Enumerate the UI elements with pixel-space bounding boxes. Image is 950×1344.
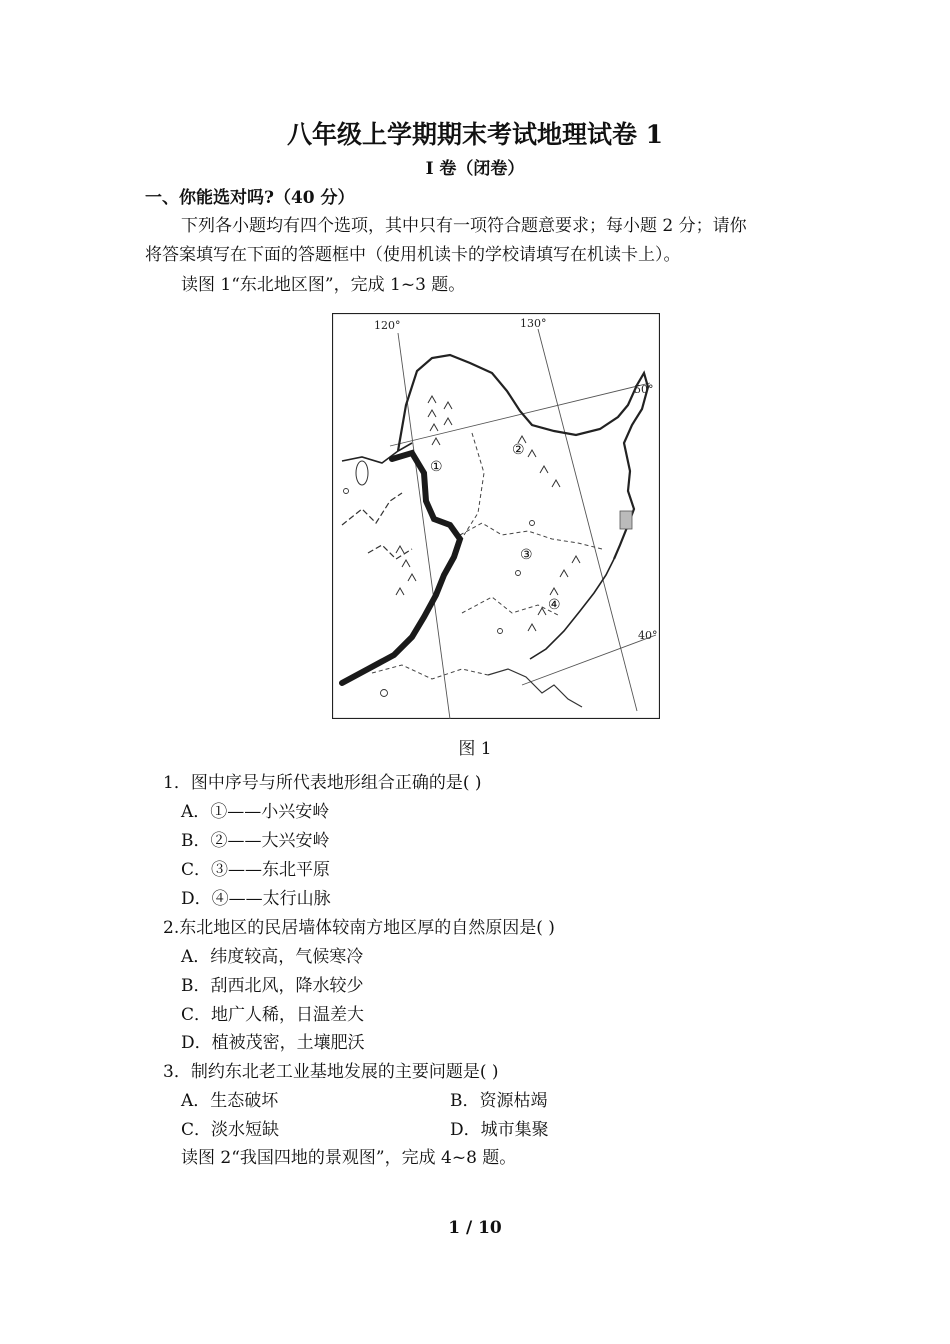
page-number: 1 / 10 bbox=[448, 1218, 502, 1238]
marker-2: ② bbox=[512, 442, 525, 458]
question-3-option-a: A．生态破坏 bbox=[181, 1091, 279, 1111]
question-1-option-b: B．②——大兴安岭 bbox=[181, 831, 330, 851]
question-2-stem: 2.东北地区的民居墙体较南方地区厚的自然原因是( ) bbox=[163, 918, 555, 938]
marker-1: ① bbox=[430, 459, 443, 475]
map-frame bbox=[333, 314, 660, 719]
figure-caption: 图 1 bbox=[458, 739, 492, 759]
map1-instruction: 读图 1“东北地区图”，完成 1~3 题。 bbox=[181, 275, 466, 295]
question-1-option-a: A．①——小兴安岭 bbox=[181, 802, 330, 822]
question-1-stem: 1．图中序号与所代表地形组合正确的是( ) bbox=[163, 773, 482, 793]
question-2-option-b: B．刮西北风，降水较少 bbox=[181, 976, 364, 996]
section-heading: 一、你能选对吗?（40 分） bbox=[145, 188, 355, 208]
northeast-china-map bbox=[332, 313, 660, 719]
lon-130-label: 130° bbox=[520, 317, 547, 330]
question-3-option-c: C．淡水短缺 bbox=[181, 1120, 280, 1140]
question-3-stem: 3．制约东北老工业基地发展的主要问题是( ) bbox=[163, 1062, 499, 1082]
map2-instruction: 读图 2“我国四地的景观图”，完成 4~8 题。 bbox=[181, 1148, 517, 1168]
lon-120-label: 120° bbox=[374, 319, 401, 332]
lat-50-label: 50° bbox=[634, 383, 654, 396]
question-2-option-a: A．纬度较高，气候寒冷 bbox=[181, 947, 364, 967]
question-3-option-d: D．城市集聚 bbox=[450, 1120, 549, 1140]
page-title: 八年级上学期期末考试地理试卷 1 bbox=[286, 120, 664, 149]
question-2-option-c: C．地广人稀，日温差大 bbox=[181, 1005, 365, 1025]
question-1-option-c: C．③——东北平原 bbox=[181, 860, 331, 880]
question-2-option-d: D．植被茂密，土壤肥沃 bbox=[181, 1033, 365, 1053]
marker-3: ③ bbox=[520, 547, 533, 563]
intro-line-1: 下列各小题均有四个选项，其中只有一项符合题意要求；每小题 2 分；请你 bbox=[181, 216, 747, 236]
intro-line-2: 将答案填写在下面的答题框中（使用机读卡的学校请填写在机读卡上）。 bbox=[145, 245, 681, 265]
marker-4: ④ bbox=[548, 597, 561, 613]
lat-40-label: 40° bbox=[638, 629, 658, 642]
question-1-option-d: D．④——太行山脉 bbox=[181, 889, 331, 909]
page-subtitle: I 卷（闭卷） bbox=[425, 159, 525, 179]
question-3-option-b: B．资源枯竭 bbox=[450, 1091, 548, 1111]
